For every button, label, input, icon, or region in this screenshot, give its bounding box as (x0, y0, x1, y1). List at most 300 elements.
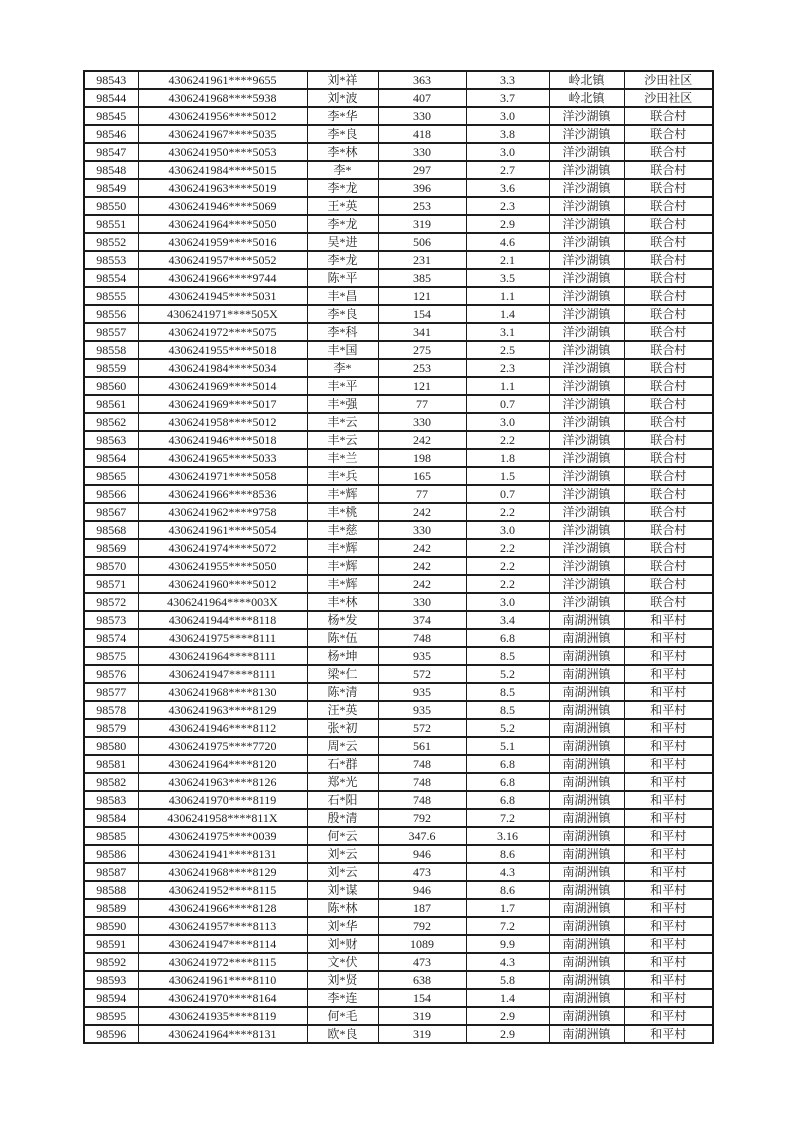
cell-name: 何*云 (307, 827, 378, 845)
cell-serial: 98582 (84, 773, 138, 791)
cell-town: 洋沙湖镇 (549, 377, 624, 395)
cell-id-number: 4306241966****8128 (138, 899, 307, 917)
cell-serial: 98560 (84, 377, 138, 395)
cell-town: 南湖洲镇 (549, 773, 624, 791)
cell-town: 洋沙湖镇 (549, 521, 624, 539)
table-row (84, 197, 713, 215)
cell-town: 洋沙湖镇 (549, 485, 624, 503)
cell-name: 郑*光 (307, 773, 378, 791)
cell-amount: 121 (378, 287, 466, 305)
cell-serial: 98557 (84, 323, 138, 341)
cell-rate: 3.6 (466, 179, 549, 197)
cell-id-number: 4306241975****0039 (138, 827, 307, 845)
cell-village: 和平村 (624, 773, 713, 791)
cell-name: 李*连 (307, 989, 378, 1007)
cell-serial: 98564 (84, 449, 138, 467)
cell-rate: 7.2 (466, 917, 549, 935)
table-row (84, 449, 713, 467)
cell-id-number: 4306241962****9758 (138, 503, 307, 521)
cell-amount: 330 (378, 593, 466, 611)
table-row (84, 755, 713, 773)
cell-name: 张*初 (307, 719, 378, 737)
cell-rate: 3.5 (466, 269, 549, 287)
table-row (84, 791, 713, 809)
cell-rate: 4.3 (466, 953, 549, 971)
cell-town: 南湖洲镇 (549, 1025, 624, 1043)
cell-serial: 98549 (84, 179, 138, 197)
cell-id-number: 4306241957****8113 (138, 917, 307, 935)
cell-id-number: 4306241969****5014 (138, 377, 307, 395)
cell-name: 周*云 (307, 737, 378, 755)
table-row (84, 305, 713, 323)
cell-rate: 0.7 (466, 395, 549, 413)
cell-village: 和平村 (624, 845, 713, 863)
cell-rate: 8.5 (466, 701, 549, 719)
cell-id-number: 4306241968****8129 (138, 863, 307, 881)
cell-village: 和平村 (624, 755, 713, 773)
cell-town: 南湖洲镇 (549, 917, 624, 935)
cell-id-number: 4306241964****8120 (138, 755, 307, 773)
table-row (84, 593, 713, 611)
cell-name: 陈*平 (307, 269, 378, 287)
cell-rate: 3.4 (466, 611, 549, 629)
cell-serial: 98588 (84, 881, 138, 899)
cell-village: 和平村 (624, 701, 713, 719)
cell-rate: 3.0 (466, 143, 549, 161)
cell-id-number: 4306241984****5034 (138, 359, 307, 377)
cell-village: 和平村 (624, 827, 713, 845)
cell-town: 岭北镇 (549, 71, 624, 89)
cell-town: 南湖洲镇 (549, 647, 624, 665)
cell-amount: 165 (378, 467, 466, 485)
cell-id-number: 4306241967****5035 (138, 125, 307, 143)
cell-rate: 2.9 (466, 1025, 549, 1043)
cell-town: 洋沙湖镇 (549, 557, 624, 575)
cell-village: 联合村 (624, 449, 713, 467)
table-row (84, 863, 713, 881)
cell-name: 李*林 (307, 143, 378, 161)
cell-amount: 154 (378, 989, 466, 1007)
table-row (84, 395, 713, 413)
cell-rate: 3.0 (466, 521, 549, 539)
cell-id-number: 4306241969****5017 (138, 395, 307, 413)
table-row (84, 557, 713, 575)
cell-amount: 341 (378, 323, 466, 341)
cell-amount: 253 (378, 197, 466, 215)
cell-serial: 98592 (84, 953, 138, 971)
cell-village: 联合村 (624, 287, 713, 305)
cell-id-number: 4306241984****5015 (138, 161, 307, 179)
cell-amount: 374 (378, 611, 466, 629)
cell-amount: 418 (378, 125, 466, 143)
cell-serial: 98545 (84, 107, 138, 125)
cell-id-number: 4306241963****8126 (138, 773, 307, 791)
cell-serial: 98596 (84, 1025, 138, 1043)
cell-name: 丰*辉 (307, 557, 378, 575)
cell-amount: 935 (378, 683, 466, 701)
cell-amount: 275 (378, 341, 466, 359)
cell-town: 南湖洲镇 (549, 737, 624, 755)
cell-village: 和平村 (624, 647, 713, 665)
cell-rate: 2.2 (466, 431, 549, 449)
cell-name: 李* (307, 359, 378, 377)
cell-amount: 231 (378, 251, 466, 269)
cell-village: 沙田社区 (624, 71, 713, 89)
cell-id-number: 4306241970****8119 (138, 791, 307, 809)
cell-rate: 9.9 (466, 935, 549, 953)
cell-town: 洋沙湖镇 (549, 431, 624, 449)
cell-village: 沙田社区 (624, 89, 713, 107)
cell-name: 杨*发 (307, 611, 378, 629)
cell-name: 陈*伍 (307, 629, 378, 647)
cell-name: 丰*辉 (307, 575, 378, 593)
cell-serial: 98587 (84, 863, 138, 881)
cell-town: 南湖洲镇 (549, 989, 624, 1007)
table-row (84, 215, 713, 233)
cell-serial: 98594 (84, 989, 138, 1007)
table-row (84, 287, 713, 305)
cell-amount: 363 (378, 71, 466, 89)
cell-id-number: 4306241935****8119 (138, 1007, 307, 1025)
cell-name: 王*英 (307, 197, 378, 215)
cell-rate: 6.8 (466, 791, 549, 809)
cell-name: 汪*英 (307, 701, 378, 719)
cell-serial: 98572 (84, 593, 138, 611)
cell-village: 和平村 (624, 665, 713, 683)
cell-village: 联合村 (624, 503, 713, 521)
cell-town: 南湖洲镇 (549, 791, 624, 809)
cell-rate: 2.2 (466, 503, 549, 521)
cell-name: 刘*波 (307, 89, 378, 107)
cell-id-number: 4306241975****8111 (138, 629, 307, 647)
cell-id-number: 4306241945****5031 (138, 287, 307, 305)
cell-id-number: 4306241950****5053 (138, 143, 307, 161)
cell-amount: 187 (378, 899, 466, 917)
cell-rate: 2.2 (466, 539, 549, 557)
cell-id-number: 4306241971****505X (138, 305, 307, 323)
cell-rate: 8.5 (466, 647, 549, 665)
cell-town: 洋沙湖镇 (549, 161, 624, 179)
cell-serial: 98579 (84, 719, 138, 737)
cell-village: 联合村 (624, 575, 713, 593)
cell-id-number: 4306241955****5050 (138, 557, 307, 575)
cell-town: 南湖洲镇 (549, 845, 624, 863)
cell-village: 和平村 (624, 611, 713, 629)
cell-serial: 98565 (84, 467, 138, 485)
cell-rate: 1.1 (466, 377, 549, 395)
table-body (84, 71, 713, 1043)
table-row (84, 341, 713, 359)
cell-id-number: 4306241963****5019 (138, 179, 307, 197)
table-row (84, 935, 713, 953)
cell-town: 南湖洲镇 (549, 629, 624, 647)
cell-name: 李*科 (307, 323, 378, 341)
cell-rate: 3.16 (466, 827, 549, 845)
cell-village: 联合村 (624, 305, 713, 323)
cell-name: 文*伏 (307, 953, 378, 971)
cell-village: 联合村 (624, 251, 713, 269)
cell-serial: 98569 (84, 539, 138, 557)
cell-serial: 98576 (84, 665, 138, 683)
cell-town: 洋沙湖镇 (549, 449, 624, 467)
cell-serial: 98586 (84, 845, 138, 863)
cell-town: 岭北镇 (549, 89, 624, 107)
cell-town: 南湖洲镇 (549, 935, 624, 953)
cell-id-number: 4306241972****8115 (138, 953, 307, 971)
cell-name: 丰*兵 (307, 467, 378, 485)
cell-rate: 2.9 (466, 1007, 549, 1025)
cell-village: 联合村 (624, 593, 713, 611)
cell-amount: 935 (378, 647, 466, 665)
cell-serial: 98547 (84, 143, 138, 161)
cell-town: 洋沙湖镇 (549, 359, 624, 377)
cell-amount: 330 (378, 521, 466, 539)
cell-rate: 1.4 (466, 989, 549, 1007)
cell-serial: 98590 (84, 917, 138, 935)
table-row (84, 233, 713, 251)
cell-amount: 242 (378, 431, 466, 449)
cell-village: 和平村 (624, 683, 713, 701)
table-row (84, 251, 713, 269)
cell-rate: 3.1 (466, 323, 549, 341)
cell-id-number: 4306241964****003X (138, 593, 307, 611)
cell-serial: 98551 (84, 215, 138, 233)
cell-village: 联合村 (624, 395, 713, 413)
cell-id-number: 4306241946****5069 (138, 197, 307, 215)
cell-serial: 98577 (84, 683, 138, 701)
cell-name: 李*良 (307, 125, 378, 143)
cell-id-number: 4306241968****5938 (138, 89, 307, 107)
cell-amount: 748 (378, 791, 466, 809)
cell-town: 洋沙湖镇 (549, 125, 624, 143)
cell-serial: 98593 (84, 971, 138, 989)
cell-name: 丰*林 (307, 593, 378, 611)
cell-amount: 396 (378, 179, 466, 197)
cell-name: 杨*坤 (307, 647, 378, 665)
cell-name: 丰*昌 (307, 287, 378, 305)
cell-amount: 319 (378, 1025, 466, 1043)
cell-id-number: 4306241959****5016 (138, 233, 307, 251)
cell-village: 联合村 (624, 413, 713, 431)
table-row (84, 521, 713, 539)
table-row (84, 629, 713, 647)
cell-rate: 1.1 (466, 287, 549, 305)
cell-amount: 572 (378, 665, 466, 683)
cell-name: 陈*清 (307, 683, 378, 701)
cell-village: 和平村 (624, 935, 713, 953)
table-row (84, 467, 713, 485)
table-row (84, 971, 713, 989)
cell-name: 刘*云 (307, 845, 378, 863)
cell-serial: 98550 (84, 197, 138, 215)
table-row (84, 665, 713, 683)
table-row (84, 827, 713, 845)
cell-town: 南湖洲镇 (549, 755, 624, 773)
cell-amount: 242 (378, 557, 466, 575)
cell-village: 和平村 (624, 737, 713, 755)
cell-town: 南湖洲镇 (549, 665, 624, 683)
cell-id-number: 4306241963****8129 (138, 701, 307, 719)
cell-town: 洋沙湖镇 (549, 503, 624, 521)
cell-name: 李*良 (307, 305, 378, 323)
cell-name: 石*阳 (307, 791, 378, 809)
cell-rate: 8.5 (466, 683, 549, 701)
cell-town: 洋沙湖镇 (549, 251, 624, 269)
cell-name: 丰*云 (307, 413, 378, 431)
cell-town: 洋沙湖镇 (549, 233, 624, 251)
cell-village: 和平村 (624, 809, 713, 827)
cell-village: 和平村 (624, 863, 713, 881)
cell-village: 联合村 (624, 377, 713, 395)
cell-village: 和平村 (624, 881, 713, 899)
cell-rate: 3.0 (466, 593, 549, 611)
cell-rate: 3.0 (466, 107, 549, 125)
cell-id-number: 4306241961****5054 (138, 521, 307, 539)
cell-village: 和平村 (624, 629, 713, 647)
cell-id-number: 4306241960****5012 (138, 575, 307, 593)
cell-town: 洋沙湖镇 (549, 287, 624, 305)
cell-id-number: 4306241941****8131 (138, 845, 307, 863)
cell-name: 李*华 (307, 107, 378, 125)
cell-village: 和平村 (624, 971, 713, 989)
cell-village: 联合村 (624, 539, 713, 557)
cell-id-number: 4306241971****5058 (138, 467, 307, 485)
table-row (84, 737, 713, 755)
table-row (84, 269, 713, 287)
cell-town: 南湖洲镇 (549, 899, 624, 917)
cell-rate: 3.3 (466, 71, 549, 89)
cell-rate: 1.8 (466, 449, 549, 467)
cell-rate: 1.4 (466, 305, 549, 323)
cell-rate: 1.5 (466, 467, 549, 485)
cell-rate: 4.6 (466, 233, 549, 251)
cell-serial: 98570 (84, 557, 138, 575)
cell-name: 丰*云 (307, 431, 378, 449)
cell-village: 联合村 (624, 341, 713, 359)
cell-village: 联合村 (624, 467, 713, 485)
cell-serial: 98589 (84, 899, 138, 917)
cell-serial: 98548 (84, 161, 138, 179)
cell-name: 刘*谋 (307, 881, 378, 899)
table-row (84, 143, 713, 161)
cell-village: 联合村 (624, 323, 713, 341)
cell-village: 联合村 (624, 521, 713, 539)
cell-rate: 5.8 (466, 971, 549, 989)
cell-village: 联合村 (624, 107, 713, 125)
cell-amount: 253 (378, 359, 466, 377)
cell-serial: 98573 (84, 611, 138, 629)
cell-village: 联合村 (624, 197, 713, 215)
cell-town: 南湖洲镇 (549, 881, 624, 899)
cell-serial: 98559 (84, 359, 138, 377)
cell-serial: 98554 (84, 269, 138, 287)
cell-village: 联合村 (624, 161, 713, 179)
cell-rate: 2.2 (466, 557, 549, 575)
cell-rate: 3.0 (466, 413, 549, 431)
cell-amount: 407 (378, 89, 466, 107)
cell-amount: 319 (378, 1007, 466, 1025)
table-row (84, 953, 713, 971)
cell-amount: 572 (378, 719, 466, 737)
cell-rate: 6.8 (466, 629, 549, 647)
cell-amount: 935 (378, 701, 466, 719)
cell-name: 丰*强 (307, 395, 378, 413)
cell-amount: 748 (378, 773, 466, 791)
cell-village: 联合村 (624, 143, 713, 161)
table-row (84, 431, 713, 449)
cell-village: 联合村 (624, 359, 713, 377)
cell-amount: 638 (378, 971, 466, 989)
table-row (84, 575, 713, 593)
cell-rate: 5.2 (466, 719, 549, 737)
cell-id-number: 4306241966****8536 (138, 485, 307, 503)
cell-serial: 98585 (84, 827, 138, 845)
cell-name: 刘*祥 (307, 71, 378, 89)
cell-id-number: 4306241964****5050 (138, 215, 307, 233)
cell-id-number: 4306241957****5052 (138, 251, 307, 269)
cell-name: 刘*云 (307, 863, 378, 881)
table-row (84, 179, 713, 197)
cell-town: 洋沙湖镇 (549, 575, 624, 593)
cell-amount: 946 (378, 845, 466, 863)
cell-serial: 98581 (84, 755, 138, 773)
cell-name: 丰*国 (307, 341, 378, 359)
cell-id-number: 4306241966****9744 (138, 269, 307, 287)
cell-amount: 242 (378, 503, 466, 521)
cell-town: 洋沙湖镇 (549, 305, 624, 323)
cell-village: 联合村 (624, 485, 713, 503)
cell-serial: 98561 (84, 395, 138, 413)
cell-amount: 506 (378, 233, 466, 251)
cell-name: 李*龙 (307, 251, 378, 269)
table-row (84, 161, 713, 179)
cell-rate: 2.2 (466, 575, 549, 593)
cell-town: 洋沙湖镇 (549, 143, 624, 161)
cell-id-number: 4306241964****8131 (138, 1025, 307, 1043)
table-row (84, 647, 713, 665)
cell-id-number: 4306241961****9655 (138, 71, 307, 89)
cell-name: 陈*林 (307, 899, 378, 917)
cell-serial: 98583 (84, 791, 138, 809)
records-table (83, 70, 714, 1044)
cell-amount: 297 (378, 161, 466, 179)
table-row (84, 71, 713, 89)
cell-village: 和平村 (624, 719, 713, 737)
cell-town: 洋沙湖镇 (549, 323, 624, 341)
table-row (84, 125, 713, 143)
cell-rate: 2.5 (466, 341, 549, 359)
cell-town: 洋沙湖镇 (549, 467, 624, 485)
table-row (84, 377, 713, 395)
cell-serial: 98555 (84, 287, 138, 305)
cell-serial: 98575 (84, 647, 138, 665)
cell-town: 洋沙湖镇 (549, 593, 624, 611)
cell-name: 欧*良 (307, 1025, 378, 1043)
cell-amount: 121 (378, 377, 466, 395)
cell-amount: 473 (378, 953, 466, 971)
cell-town: 南湖洲镇 (549, 1007, 624, 1025)
cell-serial: 98544 (84, 89, 138, 107)
cell-amount: 748 (378, 629, 466, 647)
cell-amount: 330 (378, 413, 466, 431)
cell-id-number: 4306241947****8111 (138, 665, 307, 683)
cell-name: 丰*平 (307, 377, 378, 395)
cell-serial: 98558 (84, 341, 138, 359)
cell-village: 联合村 (624, 125, 713, 143)
cell-amount: 242 (378, 539, 466, 557)
cell-id-number: 4306241952****8115 (138, 881, 307, 899)
cell-serial: 98584 (84, 809, 138, 827)
